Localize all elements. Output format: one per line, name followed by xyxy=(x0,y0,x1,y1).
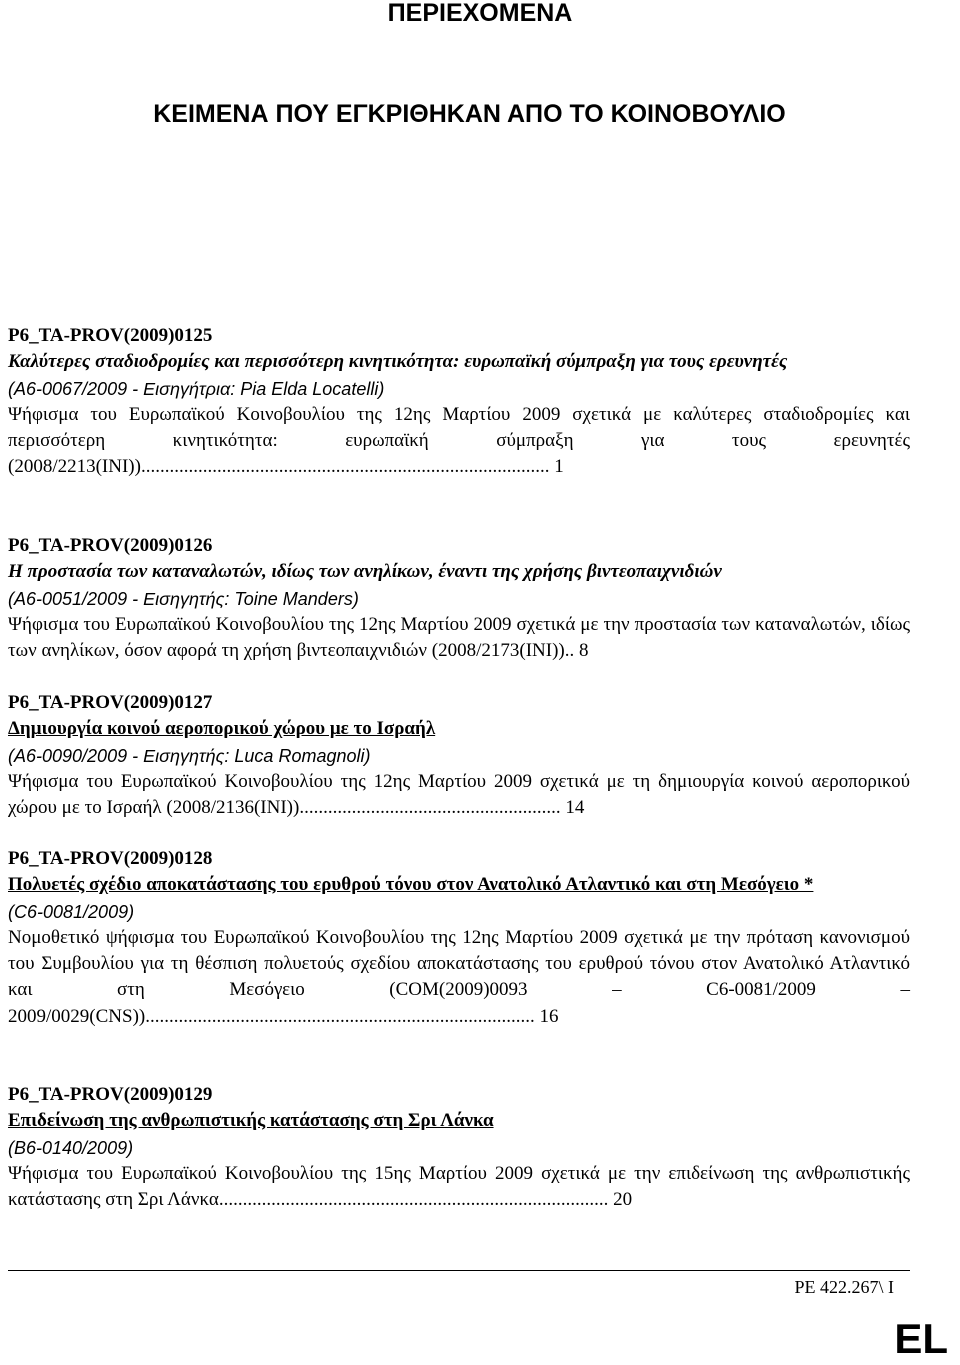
section-subtitle: ΚΕΙΜΕΝΑ ΠΟΥ ΕΓΚΡΙΘΗΚΑΝ ΑΠΟ ΤΟ ΚΟΙΝΟΒΟΥΛΙΟ xyxy=(153,100,786,128)
entry-page-number: 20 xyxy=(613,1189,633,1211)
entry-description: Νομοθετικό ψήφισμα του Ευρωπαϊκού Κοινοβουλίου της 12ης Μαρτίου 2009 σχετικά με την πρόταση κανονισμού του Συμβουλίου για τη θέσπιση πολυετούς σχεδίου αποκατάστασης του ερυθρού τόνου στον Ανατολικό Ατλαντικό και στη Μεσόγειο (COM(2009)0093 – C6-0081/2009 – 2009/0029(CNS)).................................................................................. 16 xyxy=(8,926,910,1027)
entry-description: Ψήφισμα του Ευρωπαϊκού Κοινοβουλίου της 12ης Μαρτίου 2009 σχετικά με καλύτερες σταδιοδρομίες και περισσότερη κινητικότητα: ευρωπαϊκή σύμπραξη για τους ερευνητές (2008/2213(INI))...................................................................................... 1 xyxy=(8,403,910,478)
entry-description-text: Νομοθετικό ψήφισμα του Ευρωπαϊκού Κοινοβουλίου της 12ης Μαρτίου 2009 σχετικά με την πρόταση κανονισμού του Συμβουλίου για τη θέσπιση πολυετούς σχεδίου αποκατάστασης του ερυθρού τόνου στον Ανατολικό Ατλαντικό και στη Μεσόγειο (COM(2009)0093 – C6-0081/2009 – 2009/0029(CNS)) xyxy=(8,926,910,1027)
toc-entry[interactable] xyxy=(8,1082,910,1213)
entry-description-text: Ψήφισμα του Ευρωπαϊκού Κοινοβουλίου της 12ης Μαρτίου 2009 σχετικά με την προστασία των καταναλωτών, ιδίως των ανηλίκων, όσον αφορά τη χρήση βιντεοπαιχνιδιών (2008/2173(INI)) xyxy=(8,613,910,662)
entry-heading: Πολυετές σχέδιο αποκατάστασης του ερυθρού τόνου στον Ανατολικό Ατλαντικό και στη Μεσόγειο * xyxy=(8,874,814,896)
entry-heading: Δημιουργία κοινού αεροπορικού χώρου με το Ισραήλ xyxy=(8,718,436,740)
footer-document-code: PE 422.267\ I xyxy=(794,1277,894,1297)
entry-description-text: Ψήφισμα του Ευρωπαϊκού Κοινοβουλίου της 15ης Μαρτίου 2009 σχετικά με την επιδείνωση της ανθρωπιστικής κατάστασης στη Σρι Λάνκα xyxy=(8,1162,910,1211)
entry-procedure: (B6-0140/2009) xyxy=(8,1137,134,1158)
entry-procedure: (C6-0081/2009) xyxy=(8,901,135,922)
entry-reference: P6_TA-PROV(2009)0128 xyxy=(8,848,213,869)
entry-page-number: 1 xyxy=(554,456,564,478)
entry-reference: P6_TA-PROV(2009)0126 xyxy=(8,535,213,556)
toc-entry[interactable] xyxy=(8,323,910,481)
entry-description-text: Ψήφισμα του Ευρωπαϊκού Κοινοβουλίου της 12ης Μαρτίου 2009 σχετικά με καλύτερες σταδιοδρομίες και περισσότερη κινητικότητα: ευρωπαϊκή σύμπραξη για τους ερευνητές (2008/2213(INI)) xyxy=(8,403,910,478)
entry-description-text: Ψήφισμα του Ευρωπαϊκού Κοινοβουλίου της 12ης Μαρτίου 2009 σχετικά με τη δημιουργία κοινού αεροπορικού χώρου με το Ισραήλ (2008/2136(INI)) xyxy=(8,770,910,819)
entry-description: Ψήφισμα του Ευρωπαϊκού Κοινοβουλίου της 12ης Μαρτίου 2009 σχετικά με την προστασία των καταναλωτών, ιδίως των ανηλίκων, όσον αφορά τη χρήση βιντεοπαιχνιδιών (2008/2173(INI)).. 8 xyxy=(8,613,910,662)
entry-description: Ψήφισμα του Ευρωπαϊκού Κοινοβουλίου της 15ης Μαρτίου 2009 σχετικά με την επιδείνωση της ανθρωπιστικής κατάστασης στη Σρι Λάνκα.................................................................................. 20 xyxy=(8,1162,910,1211)
toc-entry[interactable] xyxy=(8,690,910,821)
toc-entry[interactable] xyxy=(8,533,910,664)
entry-heading: Καλύτερες σταδιοδρομίες και περισσότερη κινητικότητα: ευρωπαϊκή σύμπραξη για τους ερευνητές xyxy=(8,351,788,373)
entry-reference: P6_TA-PROV(2009)0127 xyxy=(8,692,213,713)
entry-procedure: (A6-0090/2009 - Εισηγητής: Luca Romagnoli) xyxy=(8,745,371,766)
entry-page-number: 8 xyxy=(578,640,589,662)
entry-reference: P6_TA-PROV(2009)0129 xyxy=(8,1084,213,1105)
entry-procedure: (A6-0067/2009 - Εισηγήτρια: Pia Elda Locatelli) xyxy=(8,378,385,399)
entry-description: Ψήφισμα του Ευρωπαϊκού Κοινοβουλίου της 12ης Μαρτίου 2009 σχετικά με τη δημιουργία κοινού αεροπορικού χώρου με το Ισραήλ (2008/2136(INI))....................................................... 14 xyxy=(8,770,910,819)
language-code: EL xyxy=(894,1315,948,1362)
toc-entry[interactable] xyxy=(8,846,910,1030)
entry-heading: Επιδείνωση της ανθρωπιστικής κατάστασης στη Σρι Λάνκα xyxy=(8,1110,494,1132)
entry-heading: Η προστασία των καταναλωτών, ιδίως των ανηλίκων, έναντι της χρήσης βιντεοπαιχνιδιών xyxy=(8,561,722,583)
entry-page-number: 16 xyxy=(539,1005,559,1027)
footer-divider xyxy=(8,1270,910,1271)
page-title: ΠΕΡΙΕΧΟΜΕΝΑ xyxy=(387,0,573,27)
entry-reference: P6_TA-PROV(2009)0125 xyxy=(8,325,213,346)
entry-procedure: (A6-0051/2009 - Εισηγητής: Toine Manders) xyxy=(8,588,359,609)
entry-page-number: 14 xyxy=(565,797,585,819)
